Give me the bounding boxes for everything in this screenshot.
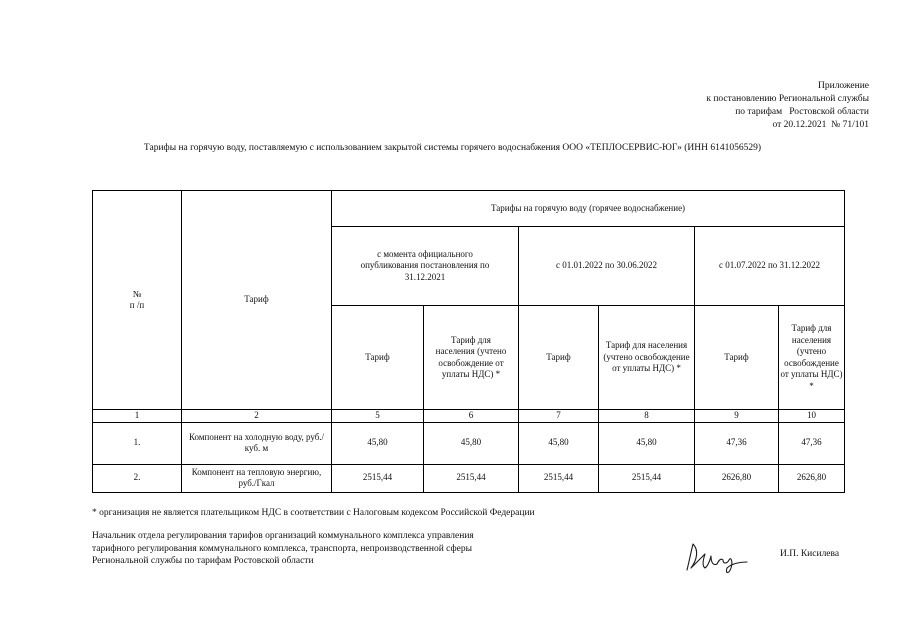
document-title: Тарифы на горячую воду, поставляемую с использованием закрытой системы горячего водоснабжения ООО «ТЕПЛОСЕРВИС-ЮГ» (ИНН 6141056529): [143, 143, 762, 153]
signer-name: И.П. Кисилева: [780, 549, 840, 559]
appendix-line: Приложение: [818, 81, 869, 91]
index-cell: 2: [182, 410, 332, 423]
index-cell: 9: [695, 410, 779, 423]
subheader-tariff: Тариф: [519, 306, 599, 410]
row-value: 45,80: [519, 422, 599, 464]
index-row: [93, 410, 845, 423]
table-row: [93, 464, 845, 492]
header-period-1: с момента официального опубликования постановления по 31.12.2021: [332, 227, 519, 306]
row-value: 2515,44: [519, 464, 599, 492]
header-period-3: с 01.07.2022 по 31.12.2022: [695, 227, 845, 306]
subheader-population: Тариф для населения (учтено освобождение от уплаты НДС) *: [779, 306, 845, 410]
index-cell: 8: [599, 410, 695, 423]
index-cell: 10: [779, 410, 845, 423]
index-cell: 1: [93, 410, 182, 423]
signature-block: [92, 530, 474, 568]
subheader-tariff: Тариф: [695, 306, 779, 410]
row-value: 2515,44: [424, 464, 519, 492]
appendix-line: к постановлению Региональной службы: [706, 94, 869, 104]
row-value: 2515,44: [599, 464, 695, 492]
table-row: [93, 422, 845, 464]
row-name: Компонент на тепловую энергию, руб./Гкал: [182, 464, 332, 492]
subheader-tariff: Тариф: [332, 306, 424, 410]
index-cell: 7: [519, 410, 599, 423]
position-line: Начальник отдела регулирования тарифов организаций коммунального комплекса управления: [92, 531, 474, 541]
appendix-line: от 20.12.2021 № 71/101: [772, 120, 869, 130]
header-tariff: Тариф: [182, 191, 332, 410]
row-name: Компонент на холодную воду, руб./куб. м: [182, 422, 332, 464]
row-value: 45,80: [332, 422, 424, 464]
subheader-population: Тариф для населения (учтено освобождение от уплаты НДС) *: [424, 306, 519, 410]
handwritten-signature: [683, 538, 749, 578]
appendix-header: [706, 80, 869, 132]
index-cell: 6: [424, 410, 519, 423]
header-period-2: с 01.01.2022 по 30.06.2022: [519, 227, 695, 306]
footnote: * организация не является плательщиком НДС в соответствии с Налоговым кодексом Российской Федерации: [92, 508, 535, 518]
index-cell: 5: [332, 410, 424, 423]
row-value: 2515,44: [332, 464, 424, 492]
tariff-table: [92, 190, 845, 493]
subheader-population: Тариф для населения (учтено освобождение от уплаты НДС) *: [599, 306, 695, 410]
appendix-line: по тарифам Ростовской области: [735, 107, 869, 117]
row-number: 2.: [93, 464, 182, 492]
row-value: 2626,80: [695, 464, 779, 492]
header-number: № п /п: [93, 191, 182, 410]
row-value: 47,36: [779, 422, 845, 464]
position-line: тарифного регулирования коммунального комплекса, транспорта, непроизводственной сферы: [92, 543, 472, 554]
row-number: 1.: [93, 422, 182, 464]
row-value: 47,36: [695, 422, 779, 464]
row-value: 45,80: [424, 422, 519, 464]
header-group: Тарифы на горячую воду (горячее водоснабжение): [332, 191, 845, 227]
row-value: 45,80: [599, 422, 695, 464]
row-value: 2626,80: [779, 464, 845, 492]
position-line: Региональной службы по тарифам Ростовской области: [92, 556, 314, 566]
